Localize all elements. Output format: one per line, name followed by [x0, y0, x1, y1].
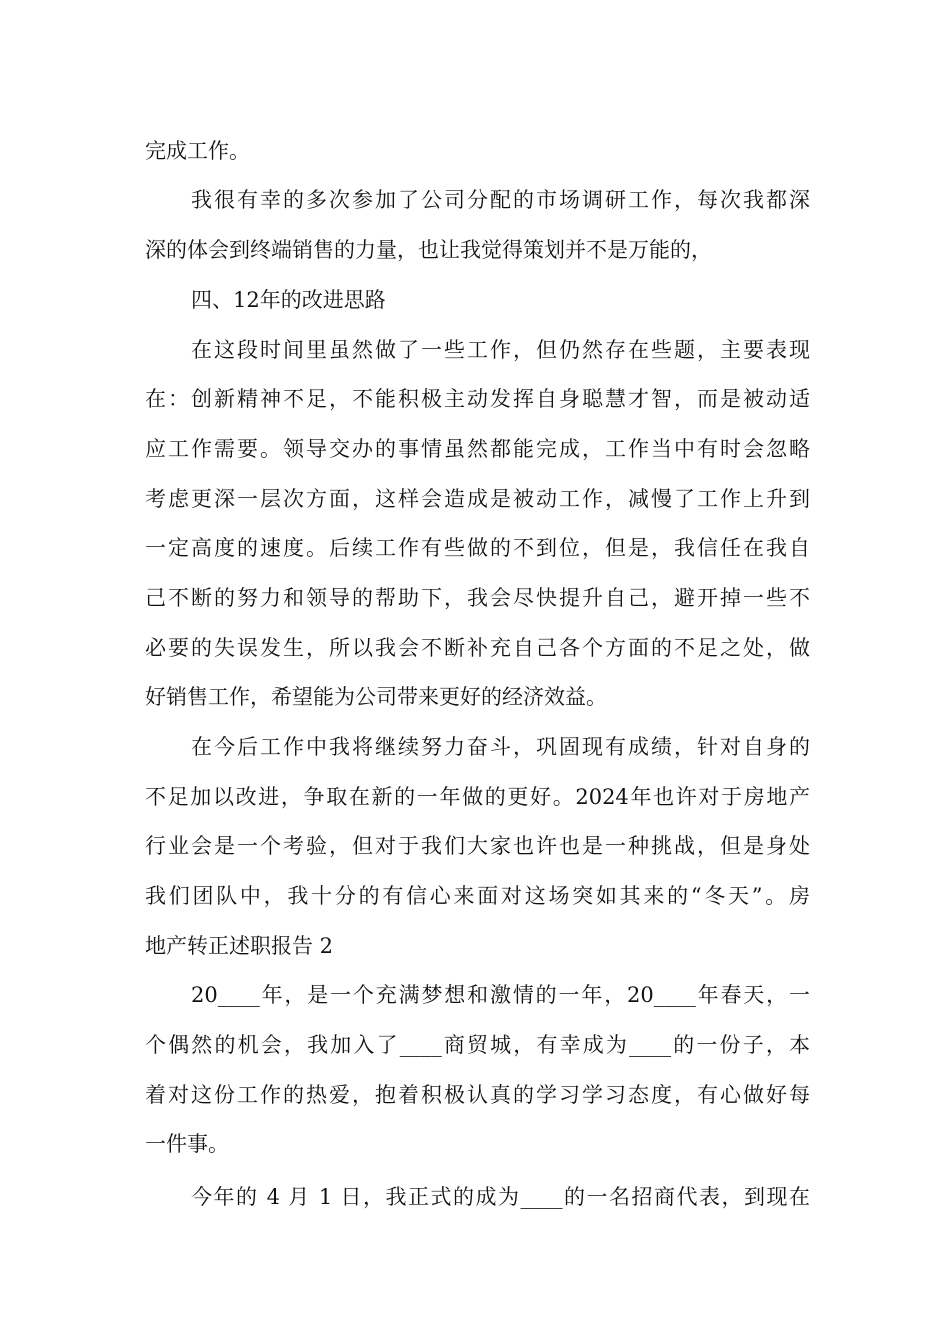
- text-line: 好销售工作，希望能为公司带来更好的经济效益。: [145, 685, 607, 709]
- text-line: 完成工作。: [145, 139, 250, 163]
- paragraph-start: 在今后工作中我将继续努力奋斗，巩固现有成绩，针对自身的: [191, 735, 810, 759]
- text-line: 行业会是一个考验，但对于我们大家也许也是一种挑战，但是身处: [145, 834, 810, 858]
- text-line: 深的体会到终端销售的力量，也让我觉得策划并不是万能的，: [145, 238, 712, 262]
- text-line: 必要的失误发生，所以我会不断补充自己各个方面的不足之处，做: [145, 636, 810, 660]
- paragraph-start: 20____年，是一个充满梦想和激情的一年，20____年春天，一: [191, 983, 810, 1007]
- text-line: 一定高度的速度。后续工作有些做的不到位，但是，我信任在我自: [145, 536, 810, 560]
- section-heading: 四、12年的改进思路: [191, 288, 386, 312]
- paragraph-start: 在这段时间里虽然做了一些工作，但仍然存在些题，主要表现: [191, 338, 810, 362]
- text-line: 我们团队中，我十分的有信心来面对这场突如其来的“冬天”。房: [145, 884, 810, 908]
- text-line: 一件事。: [145, 1132, 229, 1156]
- text-line: 己不断的努力和领导的帮助下，我会尽快提升自己，避开掉一些不: [145, 586, 810, 610]
- report-title-line: 地产转正述职报告 2: [145, 934, 334, 958]
- paragraph-start: 今年的 4 月 1 日，我正式的成为____的一名招商代表，到现在: [191, 1185, 810, 1209]
- text-line: 考虑更深一层次方面，这样会造成是被动工作，减慢了工作上升到: [145, 487, 810, 511]
- text-line: 应工作需要。领导交办的事情虽然都能完成，工作当中有时会忽略: [145, 437, 810, 461]
- text-line: 不足加以改进，争取在新的一年做的更好。2024年也许对于房地产: [145, 785, 810, 809]
- text-line: 着对这份工作的热爱，抱着积极认真的学习学习态度，有心做好每: [145, 1083, 810, 1107]
- text-line: 在：创新精神不足，不能积极主动发挥自身聪慧才智，而是被动适: [145, 387, 810, 411]
- text-line: 个偶然的机会，我加入了____商贸城，有幸成为____的一份子，本: [145, 1033, 810, 1057]
- paragraph-start: 我很有幸的多次参加了公司分配的市场调研工作，每次我都深: [191, 188, 810, 212]
